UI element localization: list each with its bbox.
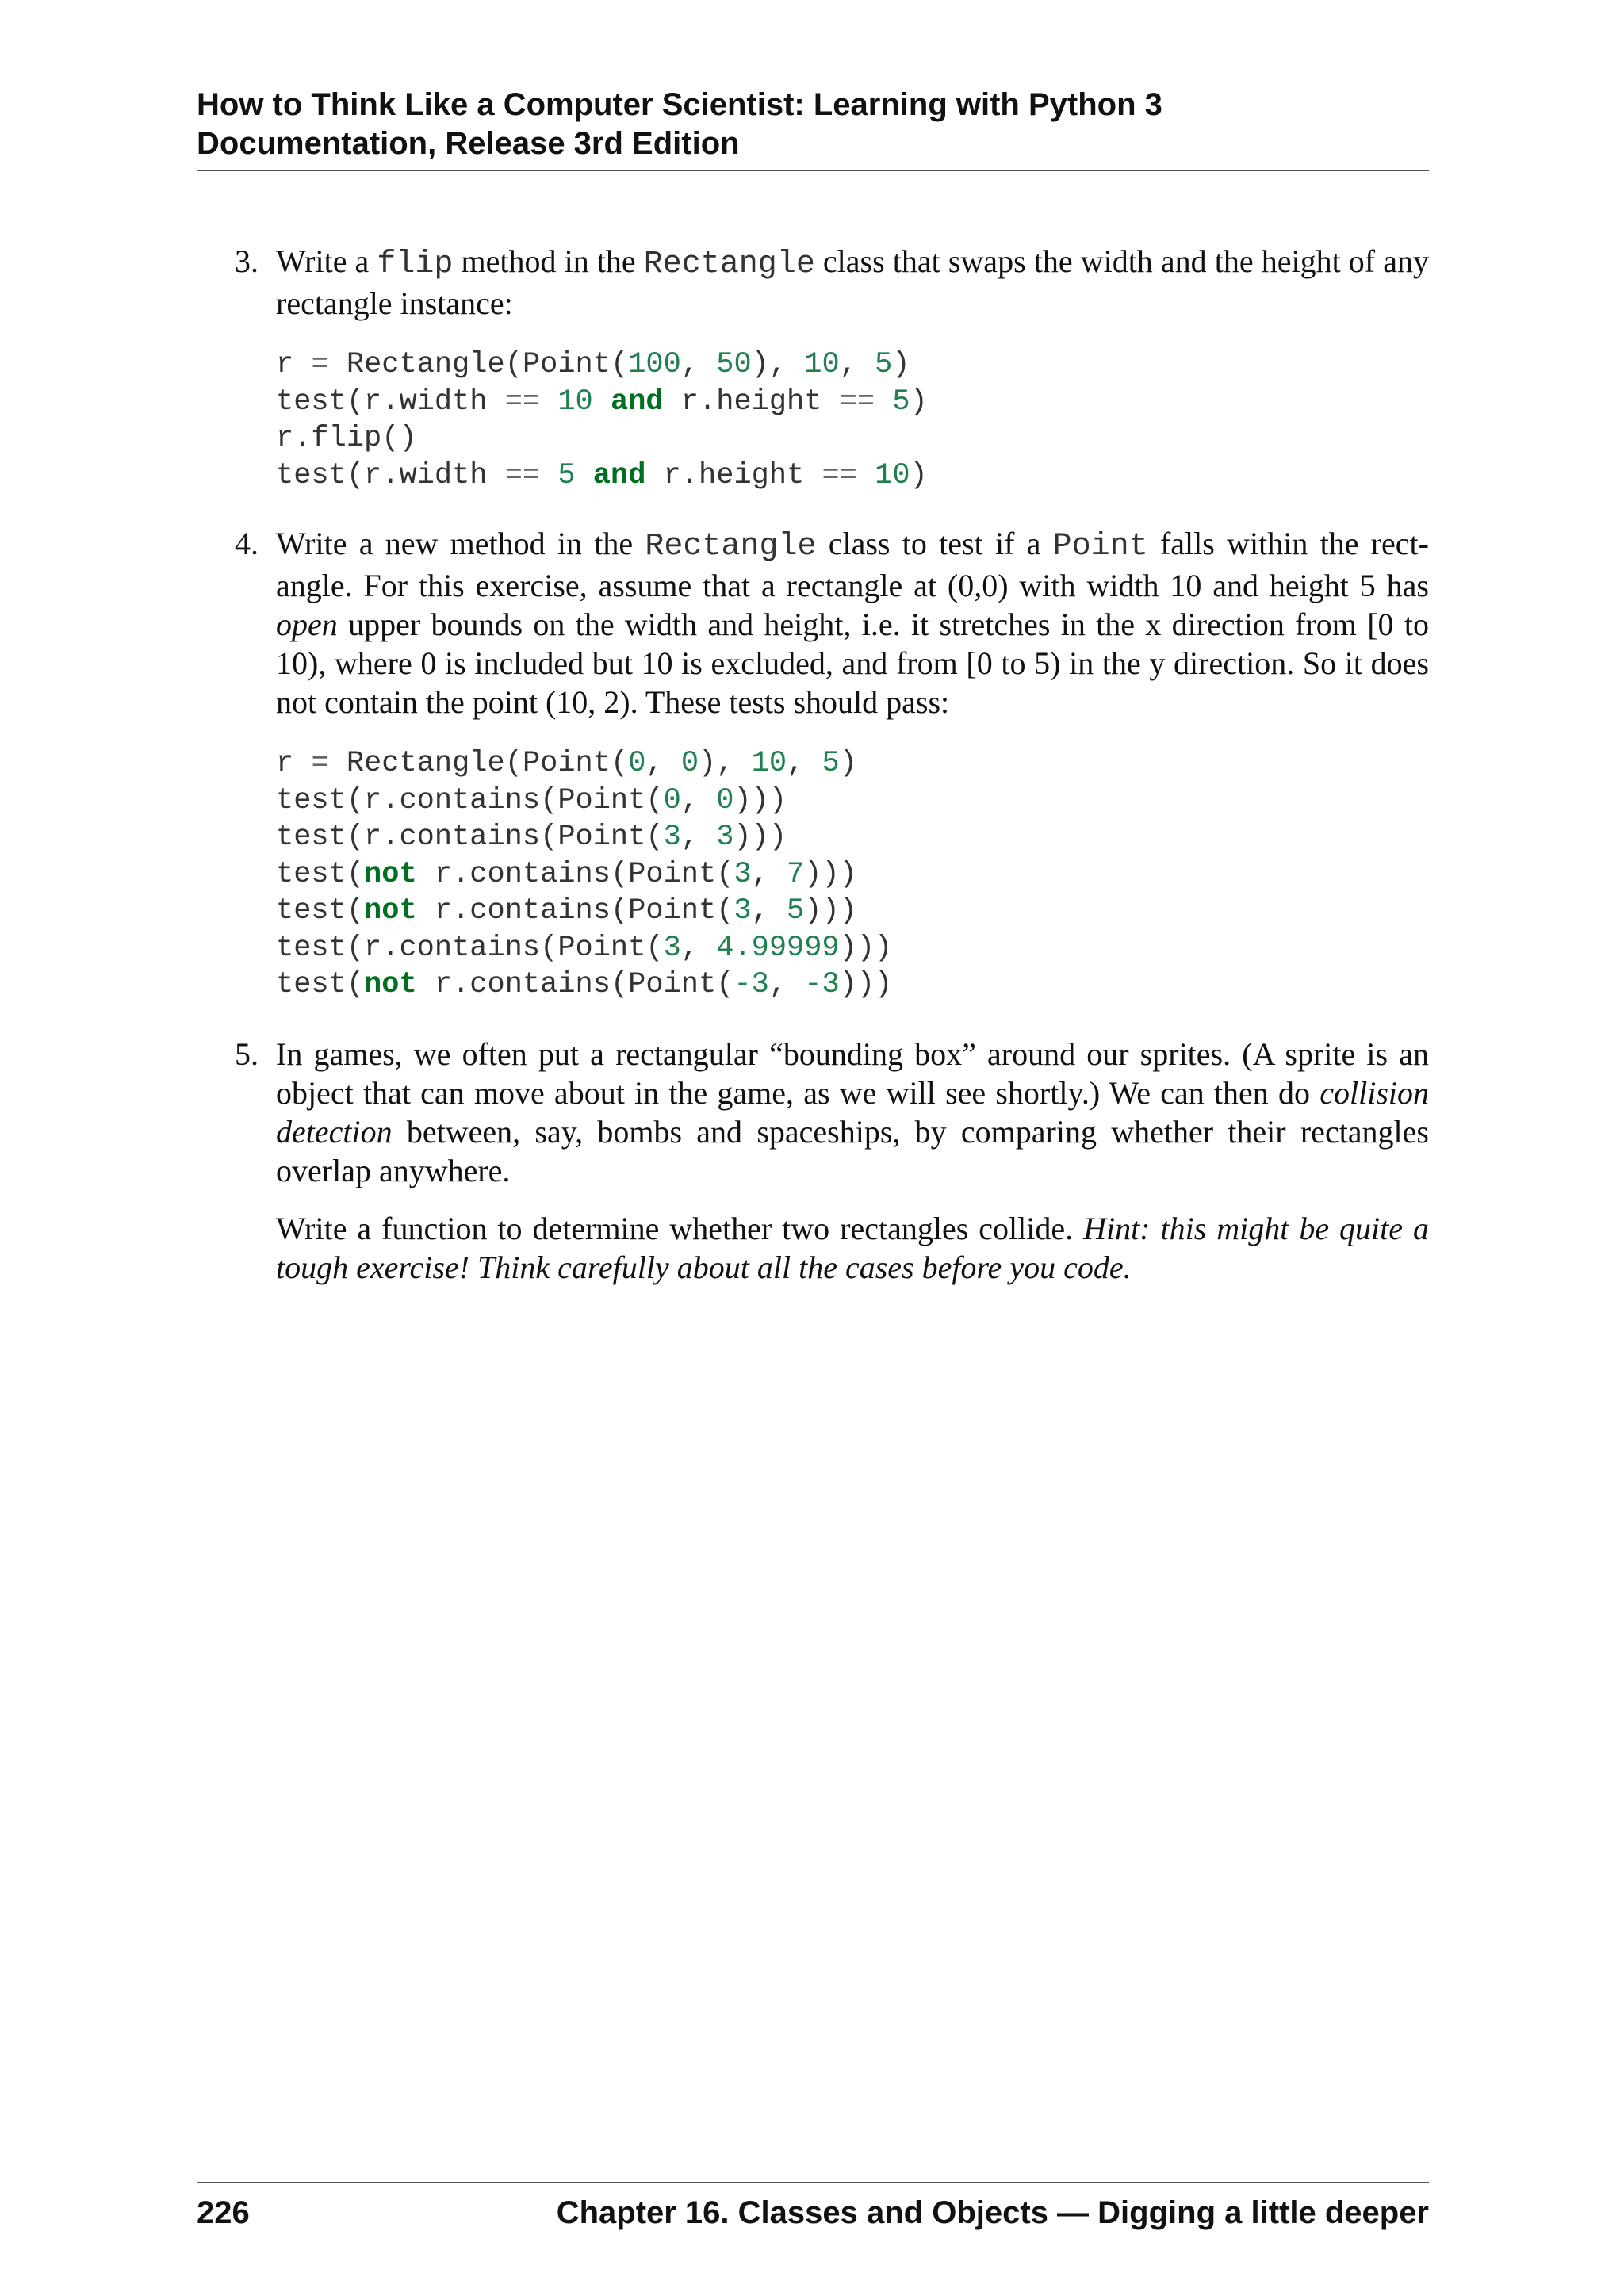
- running-header: [197, 86, 1429, 163]
- footer-rule: [197, 2182, 1429, 2183]
- exercise-3: [235, 242, 1429, 494]
- exercise-5: [235, 1035, 1429, 1287]
- code-line: test(not r.contains(Point(3, 5))): [276, 894, 857, 928]
- hint-text: Hint: this might be quite a tough exercise! Think carefully about all the cases before you code.: [276, 1211, 1429, 1285]
- header-title-line-2: Documentation, Release 3rd Edition: [197, 126, 740, 161]
- code-line: r.flip(): [276, 422, 417, 455]
- code-line: test(not r.contains(Point(3, 7))): [276, 857, 857, 891]
- header-title-line-1: How to Think Like a Computer Scientist: Learning with Python 3: [197, 87, 1162, 122]
- exercise-hint-paragraph: Write a function to determine whether two rectangles collide. Hint: this might be quite a tough exercise! Think carefully about all the cases before you code.: [276, 1211, 1429, 1285]
- inline-code: Point: [1052, 529, 1148, 564]
- inline-code: Rectangle: [643, 247, 815, 282]
- code-line: test(r.contains(Point(0, 0))): [276, 783, 787, 817]
- code-line: test(r.contains(Point(3, 4.99999))): [276, 931, 893, 965]
- inline-code: flip: [377, 247, 454, 282]
- code-line: r = Rectangle(Point(100, 50), 10, 5): [276, 348, 910, 381]
- emphasis: collision detection: [276, 1075, 1429, 1150]
- code-line: test(r.width == 10 and r.height == 5): [276, 385, 928, 419]
- code-line: test(not r.contains(Point(-3, -3))): [276, 968, 893, 1001]
- code-block: [276, 346, 1429, 494]
- exercise-text: Write a new method in the Rectangle class to test if a Point falls within the rect-angle. For this exercise, assume that a rectangle at (0,0) with width 10 and height 5 has open upper bounds on the width and height, i.e. it stretches in the x direction from [0 to 10), where 0 is included but 10 is excluded, and from [0 to 5) in the y direction. So it does not contain the point (10, 2). These tests should pass:: [276, 526, 1429, 720]
- exercise-text: In games, we often put a rectangular “bounding box” around our sprites. (A sprite is an object that can move about in the game, as we will see shortly.) We can then do collision detection between, say, bombs and spaceships, by comparing whether their rectangles overlap anywhere.: [276, 1036, 1429, 1188]
- exercise-number: 4.: [235, 526, 259, 561]
- code-line: test(r.width == 5 and r.height == 10): [276, 458, 928, 492]
- chapter-title: Chapter 16. Classes and Objects — Digging a little deeper: [556, 2195, 1429, 2230]
- exercise-number: 5.: [235, 1036, 259, 1072]
- code-line: r = Rectangle(Point(0, 0), 10, 5): [276, 747, 857, 780]
- exercise-text: Write a flip method in the Rectangle class that swaps the width and the height of any rectangle instance:: [276, 243, 1429, 321]
- code-line: test(r.contains(Point(3, 3))): [276, 821, 787, 854]
- exercise-4: [235, 524, 1429, 1004]
- inline-code: Rectangle: [645, 529, 817, 564]
- emphasis: open: [276, 607, 338, 642]
- exercise-number: 3.: [235, 243, 259, 279]
- page-number: 226: [197, 2195, 250, 2230]
- code-block: [276, 745, 1429, 1004]
- header-rule: [197, 170, 1429, 171]
